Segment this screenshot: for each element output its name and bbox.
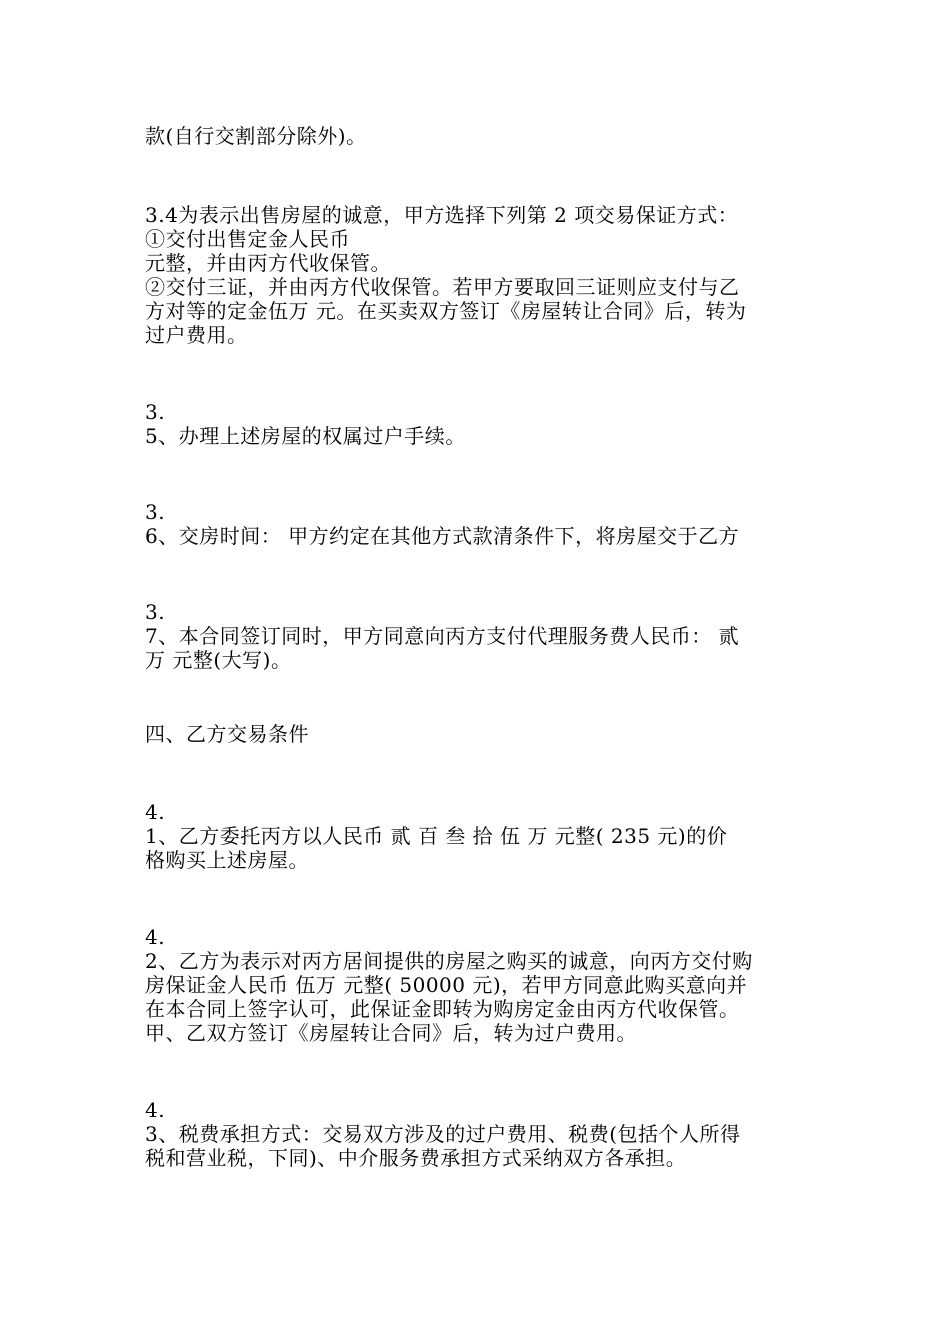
text-line: 3、税费承担方式：交易双方涉及的过户费用、税费(包括个人所得 xyxy=(145,1122,741,1146)
text-line: 4. xyxy=(145,800,166,824)
text-line: 3. xyxy=(145,400,166,424)
text-line: 3. xyxy=(145,600,166,624)
text-line: 1、乙方委托丙方以人民币 贰 百 叁 拾 伍 万 元整( 235 元)的价 xyxy=(145,824,728,848)
text-line: 方对等的定金伍万 元。在买卖双方签订《房屋转让合同》后，转为 xyxy=(145,299,747,323)
text-line: 5、办理上述房屋的权属过户手续。 xyxy=(145,424,466,448)
text-line: 4. xyxy=(145,925,166,949)
text-line: 3. xyxy=(145,500,166,524)
text-line: 3.4为表示出售房屋的诚意，甲方选择下列第 2 项交易保证方式： xyxy=(145,203,739,227)
text-line: 在本合同上签字认可，此保证金即转为购房定金由丙方代收保管。 xyxy=(145,997,740,1021)
text-line: 4. xyxy=(145,1098,166,1122)
text-line: 元整，并由丙方代收保管。 xyxy=(145,251,391,275)
text-line: 2、乙方为表示对丙方居间提供的房屋之购买的诚意，向丙方交付购 xyxy=(145,949,753,973)
text-line: 过户费用。 xyxy=(145,323,248,347)
text-line: 格购买上述房屋。 xyxy=(145,848,309,872)
text-line: 7、本合同签订同时，甲方同意向丙方支付代理服务费人民币： 贰 xyxy=(145,624,740,648)
text-line: 房保证金人民币 伍万 元整( 50000 元)，若甲方同意此购买意向并 xyxy=(145,973,748,997)
text-line: ①交付出售定金人民币 xyxy=(145,227,350,251)
text-line: 甲、乙双方签订《房屋转让合同》后，转为过户费用。 xyxy=(145,1021,637,1045)
text-line: 6、交房时间： 甲方约定在其他方式款清条件下，将房屋交于乙方 xyxy=(145,524,740,548)
text-line: 万 元整(大写)。 xyxy=(145,648,292,672)
text-line: 款(自行交割部分除外)。 xyxy=(145,124,367,148)
text-line: 税和营业税，下同)、中介服务费承担方式采纳双方各承担。 xyxy=(145,1146,687,1170)
section-heading: 四、乙方交易条件 xyxy=(145,722,309,746)
text-line: ②交付三证，并由丙方代收保管。若甲方要取回三证则应支付与乙 xyxy=(145,275,740,299)
